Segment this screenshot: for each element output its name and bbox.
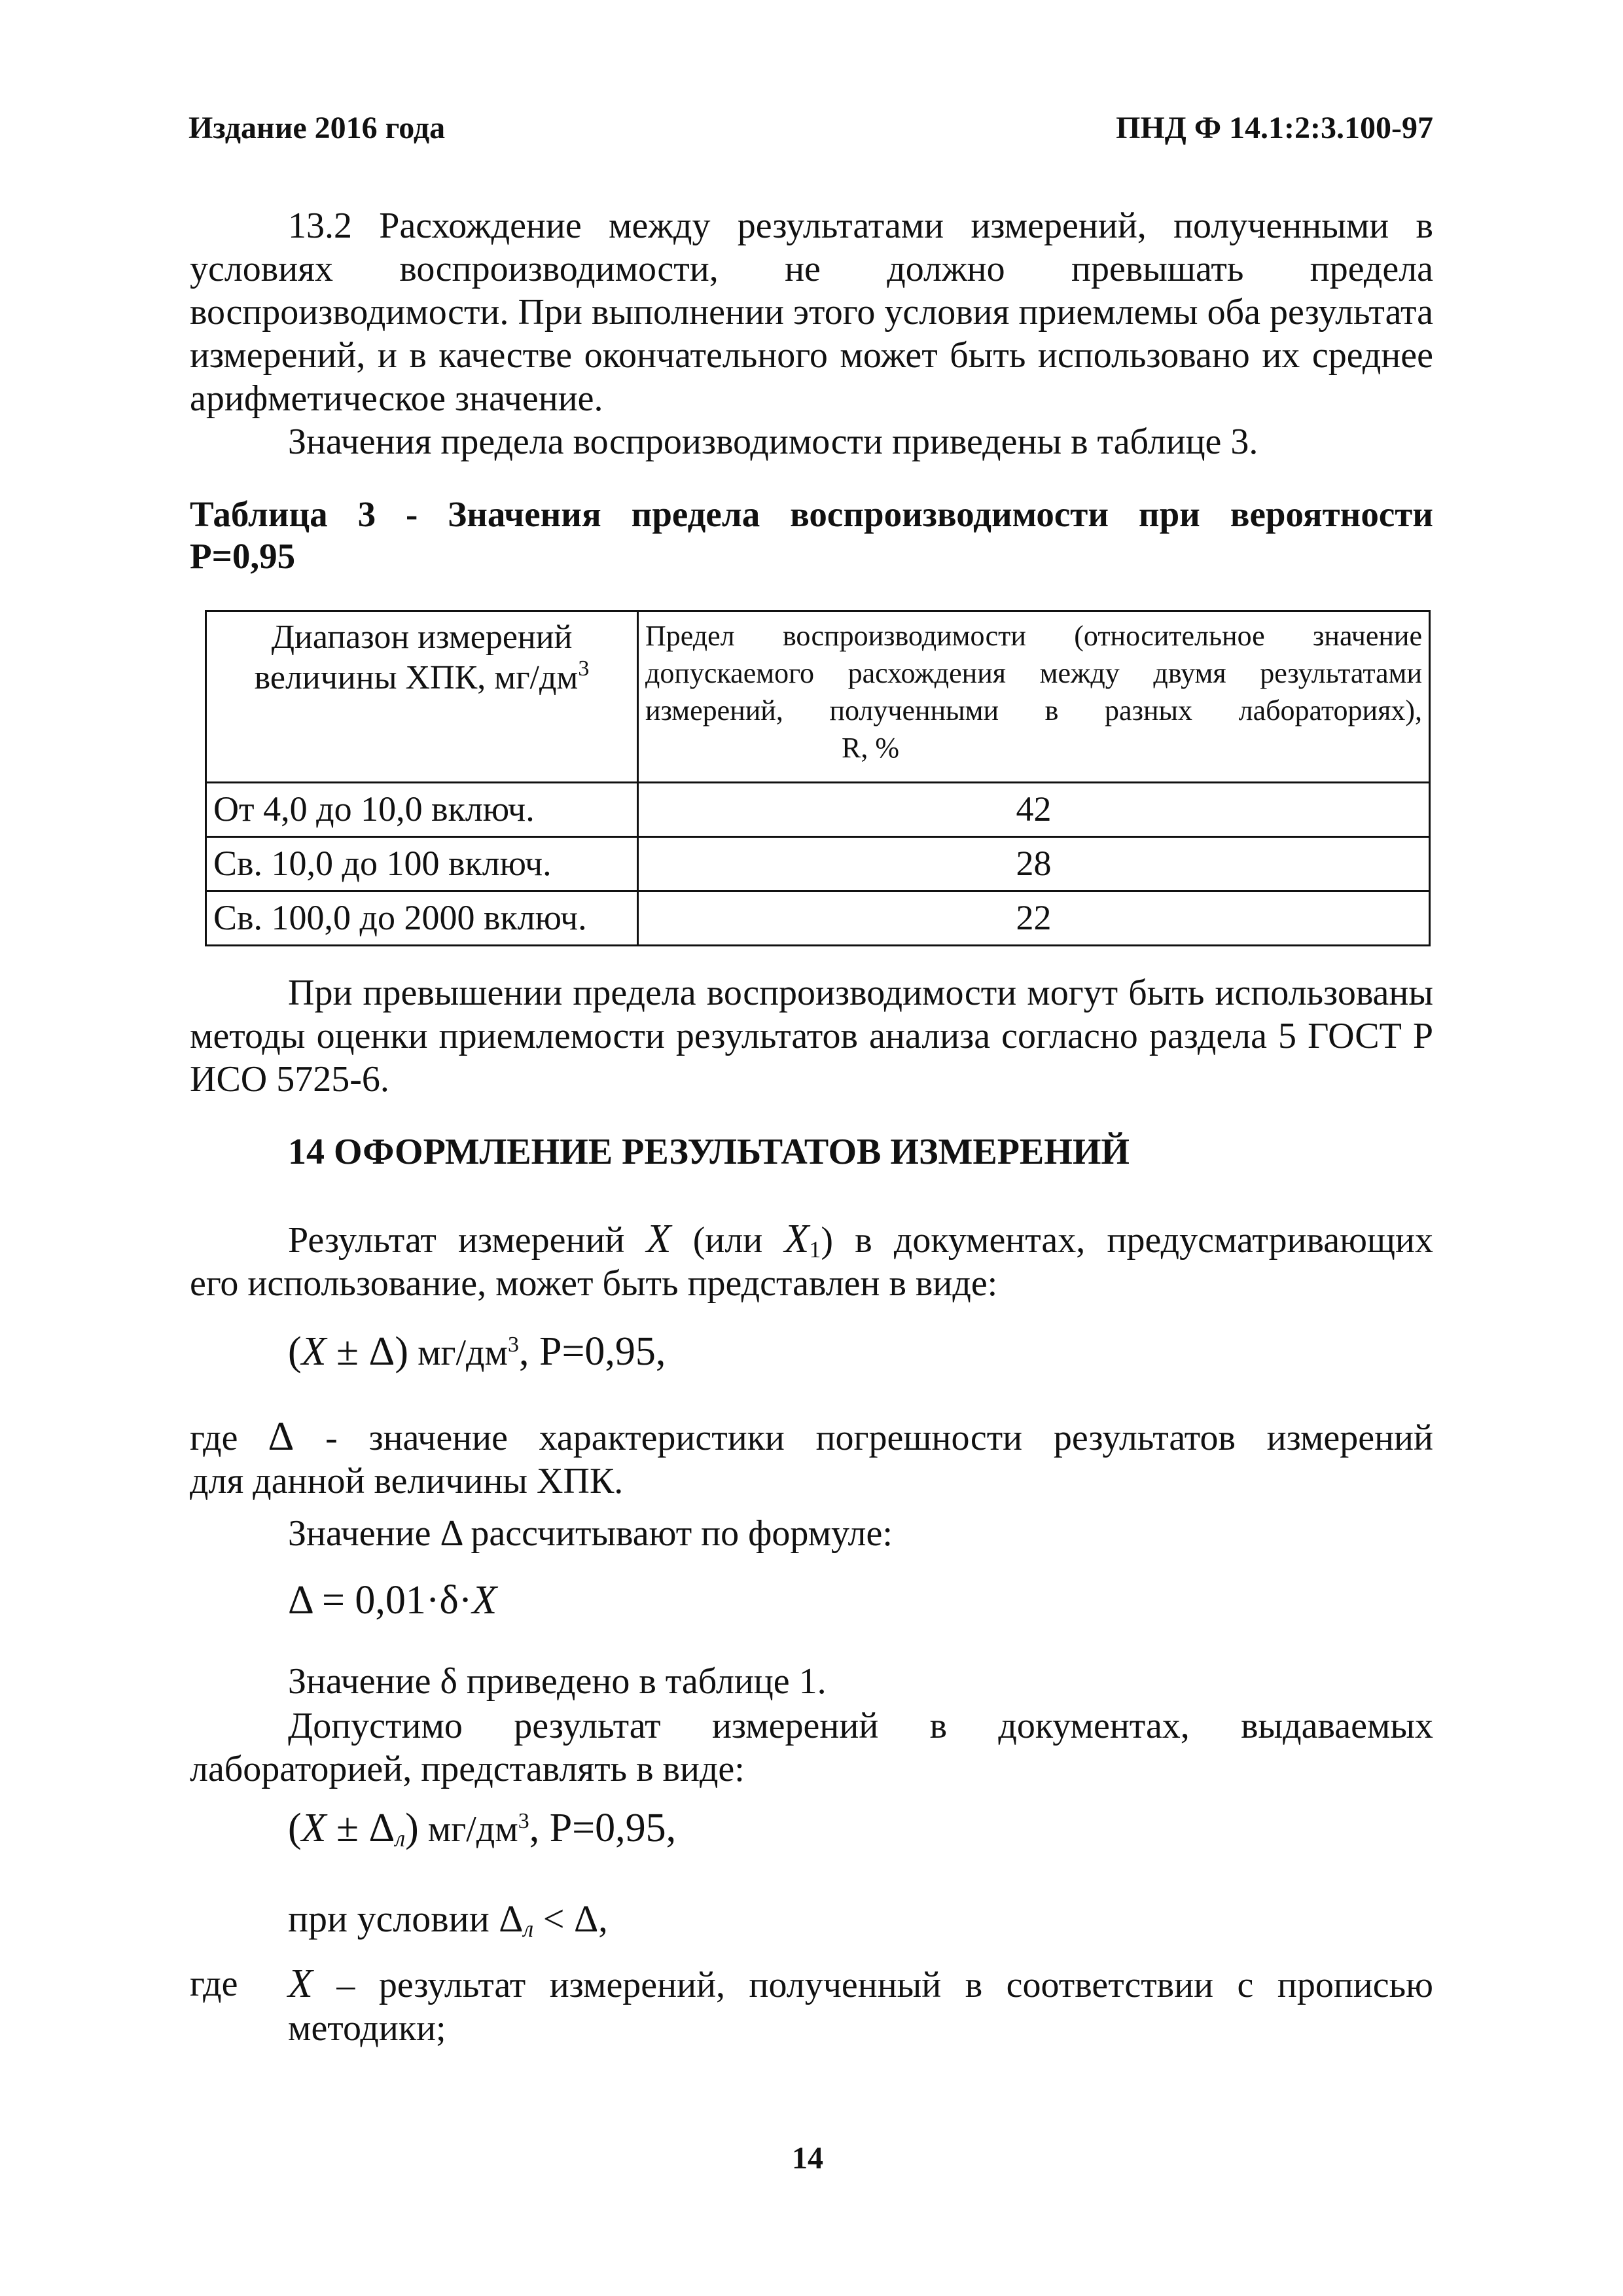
paragraph-lab-result: Допустимо результат измерений в документах, выдаваемых лабораторией, представлять в виде: bbox=[190, 1706, 1433, 1789]
formula-result-notation: (X ± Δ) $мг/дм^3$, Р=0,95, bbox=[288, 1329, 666, 1374]
formula-lab-result: $(X \pm \Delta_л)$ $мг/дм^3$, Р=0,95, bbox=[288, 1806, 677, 1852]
table-cell-value: 42 bbox=[638, 783, 1430, 837]
paragraph-delta-value: Значение δ приведено в таблице 1. bbox=[288, 1661, 827, 1702]
paragraph-after-table: При превышении предела воспроизводимости могут быть использованы методы оценки приемлемости результатов анализа согласно раздела 5 ГОСТ Р ИСО 5725-6. bbox=[190, 973, 1433, 1100]
formula-delta: Δ = 0,01·δ·X bbox=[288, 1578, 497, 1623]
condition-line: при условии $\Delta_л < \Delta$, bbox=[288, 1897, 608, 1942]
paragraph-13-2-first-line: 13.2 Расхождение между результатами измерений, полученными в bbox=[288, 206, 1433, 246]
paragraph-table-reference: Значения предела воспроизводимости приведены в таблице 3. bbox=[288, 422, 1258, 462]
definition-delta: где Δ - значение характеристики погрешности результатов измерений для данной величины ХПК. bbox=[190, 1414, 1433, 1501]
table-row bbox=[206, 837, 1430, 891]
page-number: 14 bbox=[792, 2141, 823, 2176]
table-header-range: Диапазон измерений величины ХПК, $мг/дм^3$ bbox=[206, 611, 638, 783]
table-header-row bbox=[206, 611, 1430, 783]
table-cell-range: Св. 10,0 до 100 включ. bbox=[206, 837, 638, 891]
table-row bbox=[206, 783, 1430, 837]
table-cell-value: 28 bbox=[638, 837, 1430, 891]
table-cell-range: От 4,0 до 10,0 включ. bbox=[206, 783, 638, 837]
clause-number: 13.2 bbox=[288, 206, 352, 246]
table-3-caption: Таблица 3 - Значения предела воспроизводимости при вероятности Р=0,95 bbox=[190, 494, 1433, 576]
paragraph-13-2-text: условиях воспроизводимости, не должно превышать предела воспроизводимости. При выполнении этого условия приемлемы оба результата измерений, и в качестве окончательного может быть использовано их среднее арифметическое значение. bbox=[190, 249, 1433, 419]
paragraph-delta-formula: Значение Δ рассчитывают по формуле: bbox=[288, 1513, 893, 1554]
edition-label: Издание 2016 года bbox=[188, 111, 446, 145]
document-code: ПНД Ф 14.1:2:3.100-97 bbox=[1116, 111, 1433, 145]
table-header-unit: R, % bbox=[842, 732, 899, 764]
paragraph-13-2 bbox=[190, 204, 1433, 420]
paragraph-result-form: Результат измерений X (или $X_1$) в документах, предусматривающих его использование, может быть представлен в виде: bbox=[190, 1217, 1434, 1304]
section-14-heading: 14 ОФОРМЛЕНИЕ РЕЗУЛЬТАТОВ ИЗМЕРЕНИЙ bbox=[288, 1132, 1130, 1172]
table-cell-range: Св. 100,0 до 2000 включ. bbox=[206, 891, 638, 946]
definition-x: X – результат измерений, полученный в соответствии с прописью методики; bbox=[288, 1962, 1433, 2049]
table-cell-value: 22 bbox=[638, 891, 1430, 946]
reproducibility-table bbox=[205, 610, 1431, 946]
table-header-limit: Предел воспроизводимости (относительное значение допускаемого расхождения между двумя результатами измерений, полученными в разных лабораториях), R, % bbox=[638, 611, 1430, 783]
table-row bbox=[206, 891, 1430, 946]
definition-x-word: где bbox=[190, 1964, 238, 2004]
